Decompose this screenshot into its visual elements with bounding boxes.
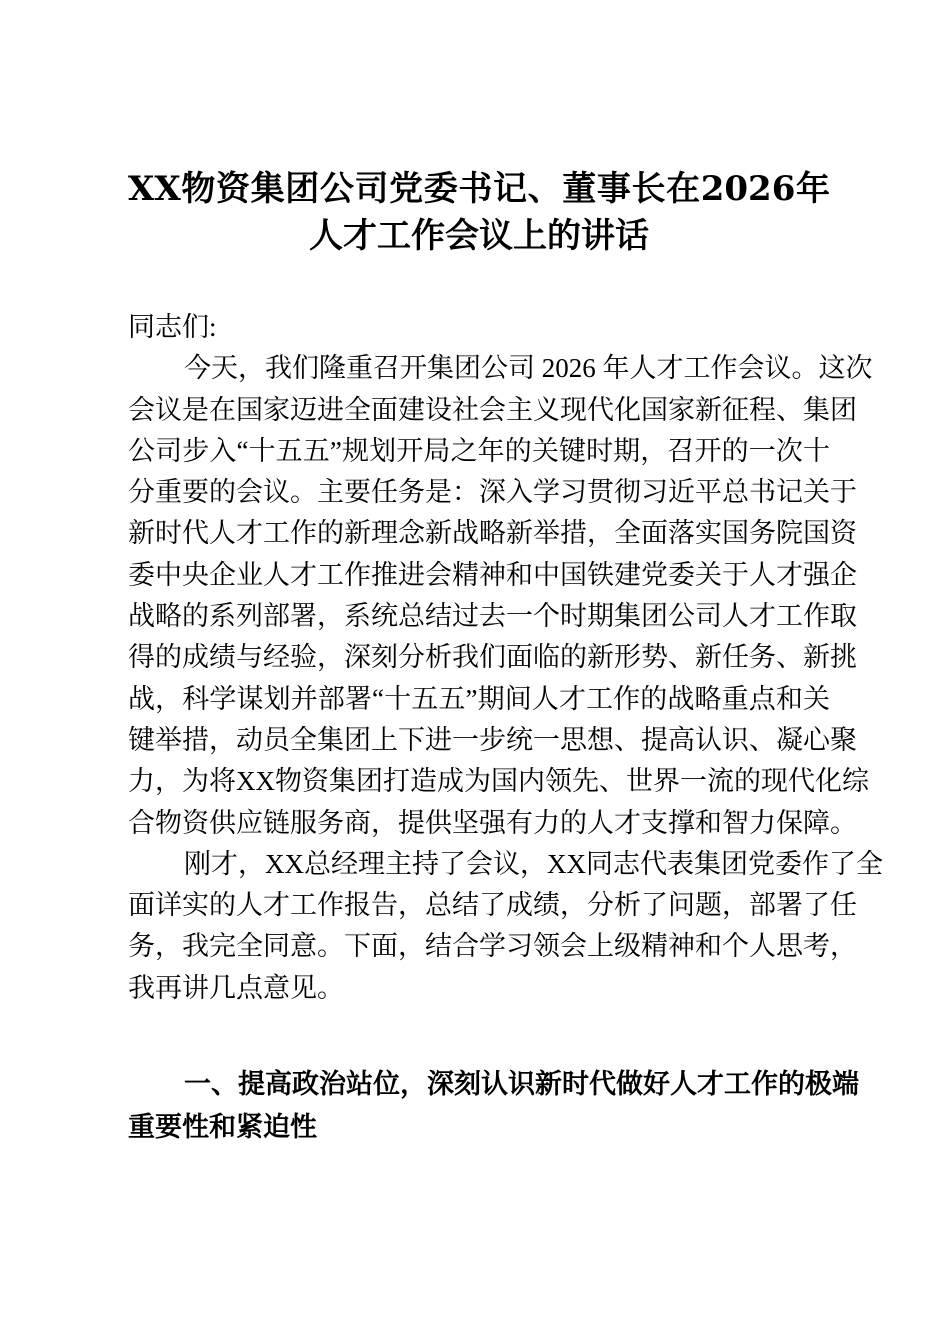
document-page	[128, 166, 883, 1149]
paragraph	[128, 348, 873, 844]
paragraph-line: 合物资供应链服务商，提供坚强有力的人才支撑和智力保障。	[128, 807, 857, 838]
document-title	[128, 166, 830, 260]
paragraph-line: 公司步入“十五五”规划开局之年的关键时期，召开的一次十	[128, 435, 830, 466]
paragraph-line: 新时代人才工作的新理念新战略新举措，全面落实国务院国资	[128, 518, 857, 549]
paragraph-line: 面详实的人才工作报告，总结了成绩，分析了问题，部署了任	[128, 890, 857, 921]
paragraph-line: 得的成绩与经验，深刻分析我们面临的新形势、新任务、新挑	[128, 642, 857, 673]
paragraph-line: 委中央企业人才工作推进会精神和中国铁建党委关于人才强企	[128, 559, 857, 590]
paragraph-line: 分重要的会议。主要任务是：深入学习贯彻习近平总书记关于	[128, 477, 857, 508]
paragraphs	[128, 348, 883, 1009]
heading-line: 一、提高政治站位，深刻认识新时代做好人才工作的极端	[184, 1069, 859, 1101]
section-heading	[128, 1063, 859, 1149]
paragraph-line: 力，为将XX物资集团打造成为国内领先、世界一流的现代化综	[128, 766, 869, 797]
paragraph-line: 战略的系列部署，系统总结过去一个时期集团公司人才工作取	[128, 601, 857, 632]
paragraph-line: 我再讲几点意见。	[128, 972, 344, 1003]
heading-line: 重要性和紧迫性	[128, 1112, 317, 1144]
paragraph	[128, 844, 883, 1009]
title-line: XX物资集团公司党委书记、董事长在2026年	[128, 169, 830, 209]
greeting: 同志们:	[128, 312, 217, 342]
paragraph-line: 键举措，动员全集团上下进一步统一思想、提高认识、凝心聚	[128, 724, 857, 755]
paragraph-line: 今天，我们隆重召开集团公司 2026 年人才工作会议。这次	[184, 353, 873, 384]
document-body	[128, 307, 883, 1009]
paragraph-line: 务，我完全同意。下面，结合学习领会上级精神和个人思考，	[128, 931, 857, 962]
paragraph-line: 会议是在国家迈进全面建设社会主义现代化国家新征程、集团	[128, 394, 857, 425]
paragraph-line: 战，科学谋划并部署“十五五”期间人才工作的战略重点和关	[128, 683, 830, 714]
title-line: 人才工作会议上的讲话	[309, 216, 649, 256]
paragraph-line: 刚才，XX总经理主持了会议，XX同志代表集团党委作了全	[184, 848, 883, 879]
